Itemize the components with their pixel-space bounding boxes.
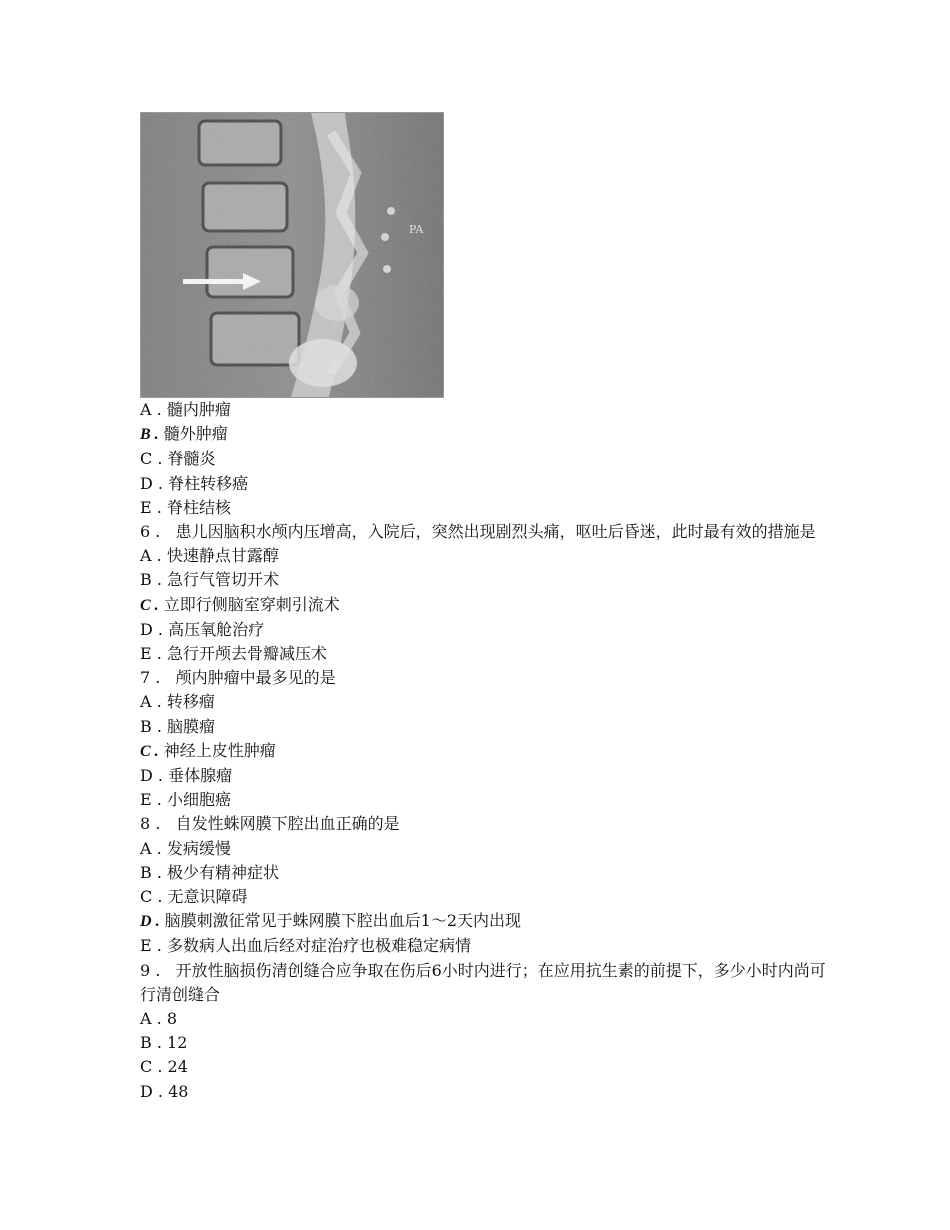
q6-stem: 6 . 患儿因脑积水颅内压增高，入院后，突然出现剧烈头痛，呕吐后昏迷，此时最有效的措施是: [140, 522, 816, 542]
q7-option-e[interactable]: E . 小细胞癌: [140, 790, 231, 810]
q8-option-c[interactable]: C . 无意识障碍: [140, 887, 248, 907]
question-9: [140, 959, 840, 1104]
q8-option-d[interactable]: D . 脑膜刺激征常见于蛛网膜下腔出血后1～2天内出现: [140, 911, 522, 931]
q9-option-a[interactable]: A . 8: [140, 1009, 178, 1029]
q5-option-d[interactable]: D . 脊柱转移癌: [140, 473, 249, 493]
q5-option-a[interactable]: A . 髓内肿瘤: [140, 400, 231, 419]
q5-options: [140, 398, 840, 520]
q6-option-a[interactable]: A . 快速静点甘露醇: [140, 546, 279, 566]
q6-option-e[interactable]: E . 急行开颅去骨瓣减压术: [140, 644, 327, 664]
q7-option-d[interactable]: D . 垂体腺瘤: [140, 766, 233, 786]
spine-mri-image: [140, 112, 444, 398]
q7-option-a[interactable]: A . 转移瘤: [140, 692, 215, 712]
question-8: [140, 812, 840, 958]
q8-option-e[interactable]: E . 多数病人出血后经对症治疗也极难稳定病情: [140, 936, 471, 956]
q7-option-c[interactable]: C . 神经上皮性肿瘤: [140, 740, 276, 760]
question-7: [140, 666, 840, 812]
q9-option-c[interactable]: C . 24: [140, 1057, 188, 1077]
q8-option-b[interactable]: B . 极少有精神症状: [140, 862, 280, 882]
q6-option-c[interactable]: C . 立即行侧脑室穿刺引流术: [140, 594, 340, 614]
q5-option-b[interactable]: B . 髓外肿瘤: [140, 424, 228, 444]
q6-option-b[interactable]: B . 急行气管切开术: [140, 570, 280, 590]
q9-option-d[interactable]: D . 48: [140, 1081, 189, 1101]
q8-option-a[interactable]: A . 发病缓慢: [140, 838, 231, 858]
q7-stem: 7 . 颅内肿瘤中最多见的是: [140, 668, 336, 688]
q5-option-e[interactable]: E . 脊柱结核: [140, 497, 231, 517]
q5-option-c[interactable]: C . 脊髓炎: [140, 449, 216, 469]
question-6: [140, 520, 840, 666]
q6-option-d[interactable]: D . 高压氧舱治疗: [140, 619, 265, 639]
q9-option-b[interactable]: B . 12: [140, 1033, 188, 1053]
q9-stem: 9 . 开放性脑损伤清创缝合应争取在伤后6小时内进行；在应用抗生素的前提下，多少小时内尚可行清创缝合: [140, 960, 826, 1004]
document-page: [140, 112, 840, 1104]
q8-stem: 8 . 自发性蛛网膜下腔出血正确的是: [140, 814, 400, 834]
q7-option-b[interactable]: B . 脑膜瘤: [140, 716, 216, 736]
